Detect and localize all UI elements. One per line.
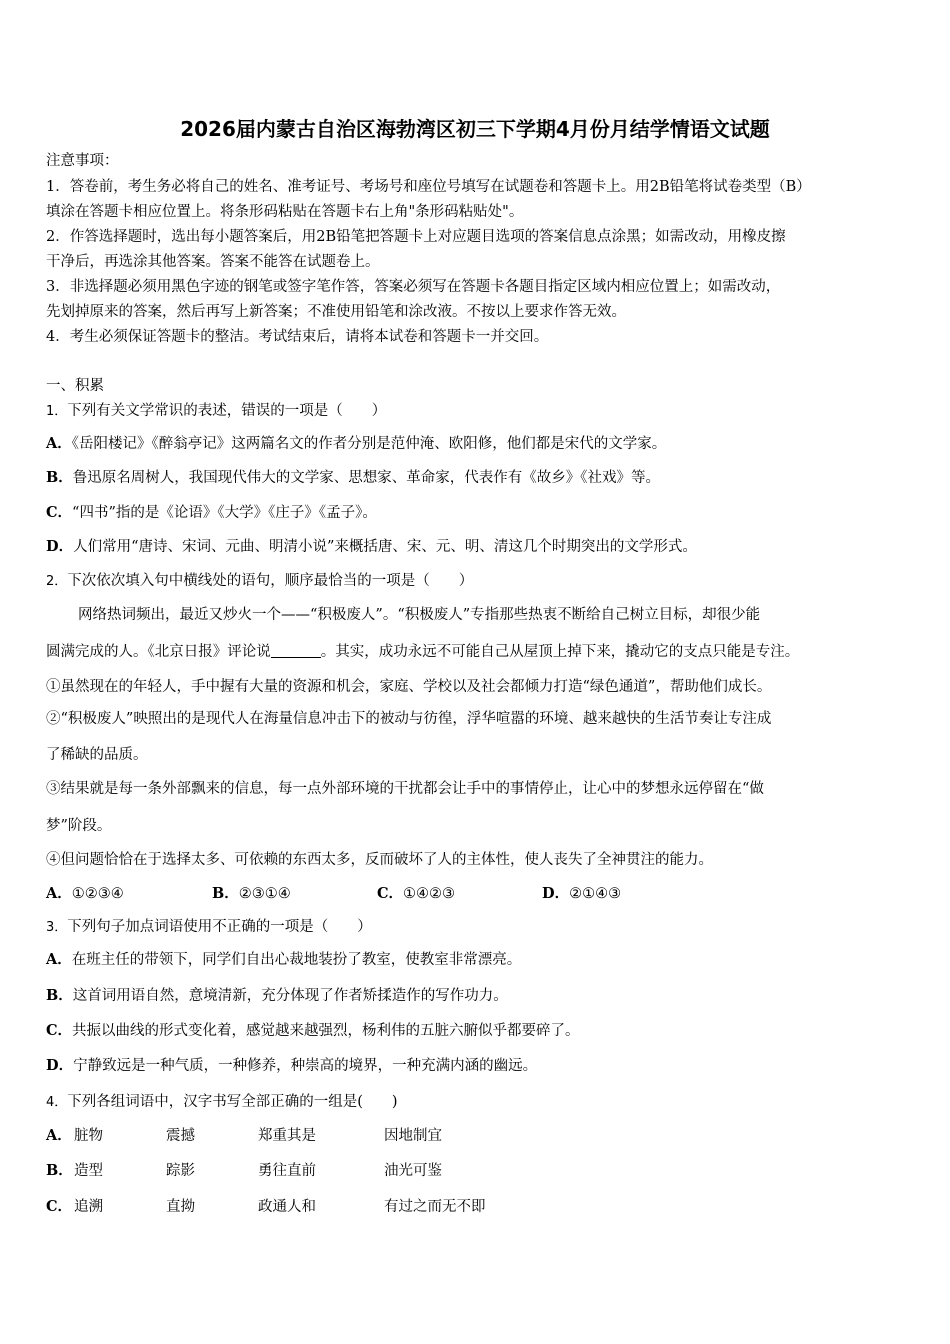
question-stem: 下列各组词语中，汉字书写全部正确的一组是( ): [67, 1094, 398, 1110]
option-letter: A．: [46, 951, 72, 968]
question-3: [46, 917, 372, 938]
q3-option-d: [46, 1056, 537, 1076]
question-number: 2．: [46, 574, 68, 589]
q2-sentence-3: ③结果就是每一条外部飘来的信息，每一点外部环境的干扰都会让手中的事情停止，让心中的梦想永远停留在“做: [46, 781, 764, 797]
option-letter: A．: [46, 885, 72, 902]
q2-passage-line: [46, 642, 799, 662]
option-letter: B．: [46, 469, 73, 486]
notice-line: 2．作答选择题时，选出每小题答案后，用2B铅笔把答题卡上对应题目选项的答案信息点涂黑；如需改动，用橡皮擦: [46, 229, 786, 245]
question-number: 3．: [46, 920, 68, 935]
notice-line: 3．非选择题必须用黑色字迹的钢笔或签字笔作答，答案必须写在答题卡各题目指定区域内相应位置上；如需改动，: [46, 279, 781, 295]
option-word: 油光可鉴: [384, 1163, 442, 1179]
passage-text: 。其实，成功永远不可能自己从屋顶上掉下来，撬动它的支点只能是专注。: [320, 644, 800, 660]
option-word: 郑重其是: [258, 1128, 316, 1144]
question-4: [46, 1092, 398, 1113]
q3-option-c: [46, 1021, 580, 1041]
option-word: 因地制宜: [384, 1128, 442, 1144]
option-word: 脏物: [74, 1128, 103, 1144]
option-text: 这首词用语自然，意境清新，充分体现了作者矫揉造作的写作功力。: [72, 988, 508, 1004]
q3-option-b: [46, 986, 508, 1006]
question-2: [46, 571, 473, 592]
option-letter: A．: [46, 435, 72, 452]
notice-line: 先划掉原来的答案，然后再写上新答案；不准使用铅笔和涂改液。不按以上要求作答无效。: [46, 304, 626, 320]
q2-sentence-2: ②“积极废人”映照出的是现代人在海量信息冲击下的被动与彷徨，浮华喧嚣的环境、越来越快的生活节奏让专注成: [46, 711, 772, 727]
option-letter: B．: [46, 987, 73, 1004]
option-word: 有过之而无不即: [384, 1199, 486, 1215]
option-letter: C．: [377, 885, 404, 902]
question-stem: 下次依次填入句中横线处的语句，顺序最恰当的一项是（ ）: [67, 573, 474, 589]
q2-option-d: [542, 884, 621, 904]
q2-sentence-2-cont: 了稀缺的品质。: [46, 747, 148, 763]
option-text: 宁静致远是一种气质，一种修养，种崇高的境界，一种充满内涵的幽远。: [73, 1058, 538, 1074]
question-1: [46, 401, 386, 422]
q1-option-a: [46, 434, 666, 454]
q2-sentence-4: ④但问题恰恰在于选择太多、可依赖的东西太多，反而破坏了人的主体性，使人丧失了全神贯注的能力。: [46, 852, 713, 868]
option-text: 在班主任的带领下，同学们自出心裁地装扮了教室，使教室非常漂亮。: [71, 952, 522, 968]
option-word: 踪影: [166, 1163, 195, 1179]
option-text: ①②③④: [71, 886, 124, 902]
notice-line: 干净后，再选涂其他答案。答案不能答在试题卷上。: [46, 254, 380, 270]
option-letter: B．: [46, 1162, 73, 1179]
notice-line: 填涂在答题卡相应位置上。将条形码粘贴在答题卡右上角"条形码粘贴处"。: [46, 204, 524, 220]
option-text: 共振以曲线的形式变化着，感觉越来越强烈，杨利伟的五脏六腑似乎都要碎了。: [72, 1023, 580, 1039]
option-text: “四书”指的是《论语》《大学》《庄子》《孟子》。: [72, 505, 377, 521]
option-letter: A．: [46, 1127, 72, 1144]
passage-text: 圆满完成的人。《北京日报》评论说: [46, 644, 271, 660]
question-number: 1．: [46, 404, 68, 419]
option-letter: D．: [542, 885, 570, 902]
notice-line: 1．答卷前，考生务必将自己的姓名、准考证号、考场号和座位号填写在试题卷和答题卡上。用2B铅笔将试卷类型（B）: [46, 179, 811, 195]
question-number: 4．: [46, 1095, 68, 1110]
option-word: 直拗: [166, 1199, 195, 1215]
option-word: 政通人和: [258, 1199, 316, 1215]
option-text: 鲁迅原名周树人，我国现代伟大的文学家、思想家、革命家，代表作有《故乡》《社戏》等。: [72, 470, 661, 486]
option-letter: D．: [46, 1057, 74, 1074]
notice-line: 4．考生必须保证答题卡的整洁。考试结束后，请将本试卷和答题卡一并交回。: [46, 329, 549, 345]
question-stem: 下列句子加点词语使用不正确的一项是（ ）: [67, 919, 372, 935]
option-text: 人们常用“唐诗、宋词、元曲、明清小说”来概括唐、宋、元、明、清这几个时期突出的文学形式。: [73, 539, 697, 555]
option-word: 震撼: [166, 1128, 195, 1144]
question-stem: 下列有关文学常识的表述，错误的一项是（ ）: [67, 403, 387, 419]
q2-option-a: [46, 884, 124, 904]
option-letter: C．: [46, 1022, 73, 1039]
option-word: 造型: [74, 1163, 103, 1179]
option-letter: C．: [46, 504, 73, 521]
q1-option-d: [46, 537, 697, 557]
option-text: ②③①④: [238, 886, 291, 902]
q2-option-c: [377, 884, 455, 904]
option-letter: D．: [46, 538, 74, 555]
notice-heading: 注意事项：: [46, 153, 119, 169]
q2-sentence-3-cont: 梦”阶段。: [46, 818, 112, 834]
option-letter: B．: [212, 885, 239, 902]
q2-sentence-1: ①虽然现在的年轻人，手中握有大量的资源和机会，家庭、学校以及社会都倾力打造“绿色通道”，帮助他们成长。: [46, 679, 772, 695]
option-text: ①④②③: [403, 886, 456, 902]
option-text: ②①④③: [569, 886, 622, 902]
q2-passage-line: 网络热词频出，最近又炒火一个——“积极废人”。“积极废人”专指那些热衷不断给自己树立目标，却很少能: [78, 607, 761, 623]
option-letter: C．: [46, 1198, 73, 1215]
option-text: 《岳阳楼记》《醉翁亭记》这两篇名文的作者分别是范仲淹、欧阳修，他们都是宋代的文学家。: [71, 436, 667, 452]
option-word: 勇往直前: [258, 1163, 316, 1179]
answer-blank: [271, 643, 321, 658]
q3-option-a: [46, 950, 521, 970]
section-heading: 一、积累: [46, 378, 104, 394]
option-word: 追溯: [74, 1199, 103, 1215]
q2-option-b: [212, 884, 291, 904]
q1-option-b: [46, 468, 660, 488]
q1-option-c: [46, 503, 377, 523]
page-title: 2026届内蒙古自治区海勃湾区初三下学期4月份月结学情语文试题: [180, 117, 770, 141]
